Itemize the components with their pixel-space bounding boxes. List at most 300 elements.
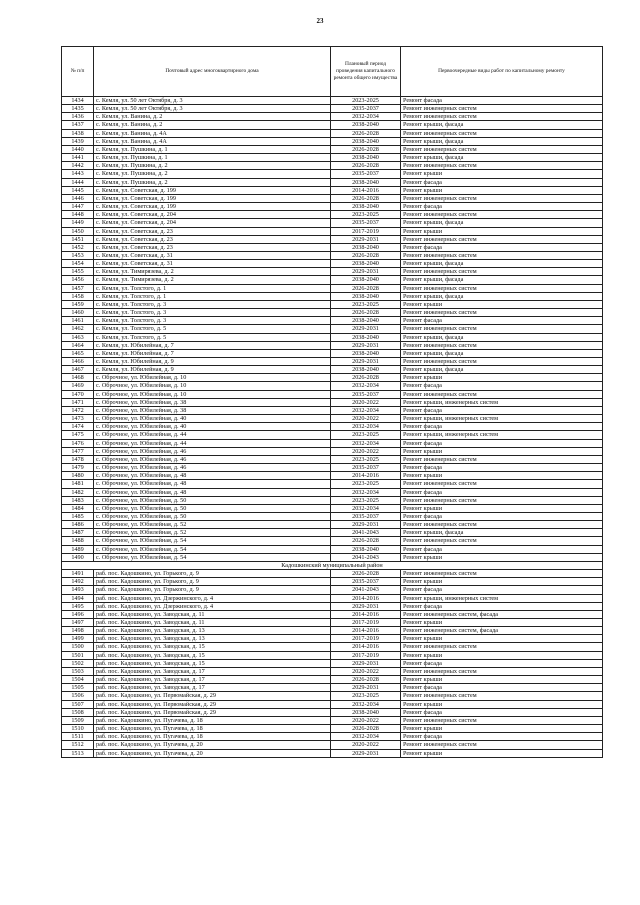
cell-works: Ремонт крыши, фасада	[401, 333, 603, 341]
cell-period: 2032-2034	[331, 113, 401, 121]
section-row	[62, 561, 603, 569]
cell-works: Ремонт инженерных систем	[401, 145, 603, 153]
cell-address: раб. пос. Кадошкино, ул. Заводская, д. 17	[94, 667, 331, 675]
cell-works: Ремонт инженерных систем	[401, 235, 603, 243]
table-row	[62, 113, 603, 121]
cell-num: 1441	[62, 154, 94, 162]
cell-period: 2014-2016	[331, 610, 401, 618]
table-row	[62, 268, 603, 276]
cell-address: раб. пос. Кадошкино, ул. Первомайская, д. 29	[94, 708, 331, 716]
cell-period: 2038-2040	[331, 121, 401, 129]
cell-num: 1453	[62, 251, 94, 259]
cell-period: 2014-2016	[331, 594, 401, 602]
cell-num: 1493	[62, 586, 94, 594]
cell-period: 2023-2025	[331, 300, 401, 308]
cell-num: 1478	[62, 455, 94, 463]
cell-period: 2032-2034	[331, 733, 401, 741]
table-row	[62, 635, 603, 643]
cell-period: 2038-2040	[331, 317, 401, 325]
cell-address: с. Оброчное, ул. Юбилейная, д. 10	[94, 374, 331, 382]
table-row	[62, 333, 603, 341]
cell-num: 1495	[62, 602, 94, 610]
cell-num: 1484	[62, 504, 94, 512]
cell-period: 2017-2019	[331, 619, 401, 627]
cell-num: 1508	[62, 708, 94, 716]
table-row	[62, 529, 603, 537]
cell-address: раб. пос. Кадошкино, ул. Заводская, д. 15	[94, 659, 331, 667]
cell-period: 2032-2034	[331, 406, 401, 414]
cell-address: раб. пос. Кадошкино, ул. Пугачева, д. 18	[94, 716, 331, 724]
cell-period: 2026-2028	[331, 284, 401, 292]
cell-num: 1497	[62, 619, 94, 627]
section-title: Кадошкинский муниципальный район	[62, 561, 603, 569]
cell-address: с. Кемля, ул. 50 лет Октября, д. 3	[94, 105, 331, 113]
cell-works: Ремонт инженерных систем	[401, 341, 603, 349]
table-row	[62, 390, 603, 398]
table-row	[62, 260, 603, 268]
repair-schedule-table	[61, 46, 603, 758]
cell-works: Ремонт крыши	[401, 447, 603, 455]
cell-address: с. Кемля, ул. Юбилейная, д. 9	[94, 366, 331, 374]
cell-works: Ремонт крыши	[401, 170, 603, 178]
cell-address: раб. пос. Кадошкино, ул. Первомайская, д. 29	[94, 700, 331, 708]
cell-works: Ремонт инженерных систем	[401, 113, 603, 121]
cell-works: Ремонт инженерных систем	[401, 194, 603, 202]
cell-num: 1461	[62, 317, 94, 325]
cell-num: 1450	[62, 227, 94, 235]
table-row	[62, 366, 603, 374]
cell-works: Ремонт крыши, фасада	[401, 219, 603, 227]
cell-address: раб. пос. Кадошкино, ул. Пугачева, д. 18	[94, 733, 331, 741]
table-row	[62, 496, 603, 504]
cell-works: Ремонт фасада	[401, 423, 603, 431]
cell-num: 1467	[62, 366, 94, 374]
cell-period: 2023-2025	[331, 692, 401, 700]
cell-address: раб. пос. Кадошкино, ул. Дзержинского, д. 4	[94, 594, 331, 602]
cell-address: с. Оброчное, ул. Юбилейная, д. 54	[94, 545, 331, 553]
table-row	[62, 203, 603, 211]
table-row	[62, 325, 603, 333]
cell-works: Ремонт крыши, фасада	[401, 292, 603, 300]
cell-period: 2023-2025	[331, 211, 401, 219]
cell-period: 2038-2040	[331, 276, 401, 284]
cell-period: 2035-2037	[331, 105, 401, 113]
cell-works: Ремонт фасада	[401, 203, 603, 211]
table-row	[62, 455, 603, 463]
cell-works: Ремонт инженерных систем	[401, 284, 603, 292]
cell-works: Ремонт фасада	[401, 708, 603, 716]
table-row	[62, 439, 603, 447]
cell-address: с. Кемля, ул. Тимирязева, д. 2	[94, 268, 331, 276]
table-row	[62, 602, 603, 610]
table-row	[62, 374, 603, 382]
cell-works: Ремонт крыши	[401, 186, 603, 194]
table-row	[62, 480, 603, 488]
cell-address: с. Кемля, ул. Толстого, д. 1	[94, 292, 331, 300]
cell-works: Ремонт инженерных систем	[401, 537, 603, 545]
cell-period: 2014-2016	[331, 186, 401, 194]
cell-period: 2026-2028	[331, 309, 401, 317]
cell-period: 2029-2031	[331, 684, 401, 692]
cell-works: Ремонт инженерных систем	[401, 643, 603, 651]
cell-works: Ремонт крыши, фасада	[401, 260, 603, 268]
cell-num: 1511	[62, 733, 94, 741]
cell-works: Ремонт фасада	[401, 317, 603, 325]
cell-num: 1434	[62, 97, 94, 105]
cell-address: с. Оброчное, ул. Юбилейная, д. 48	[94, 480, 331, 488]
cell-address: с. Оброчное, ул. Юбилейная, д. 44	[94, 431, 331, 439]
cell-num: 1438	[62, 129, 94, 137]
cell-num: 1446	[62, 194, 94, 202]
cell-num: 1489	[62, 545, 94, 553]
table-row	[62, 243, 603, 251]
cell-address: с. Оброчное, ул. Юбилейная, д. 40	[94, 423, 331, 431]
cell-period: 2038-2040	[331, 333, 401, 341]
cell-address: с. Кемля, ул. Советская, д. 199	[94, 186, 331, 194]
cell-address: с. Оброчное, ул. Юбилейная, д. 38	[94, 406, 331, 414]
cell-num: 1463	[62, 333, 94, 341]
cell-num: 1436	[62, 113, 94, 121]
cell-address: с. Кемля, ул. Ванина, д. 2	[94, 113, 331, 121]
table-row	[62, 725, 603, 733]
table-row	[62, 659, 603, 667]
cell-num: 1452	[62, 243, 94, 251]
cell-works: Ремонт фасада	[401, 733, 603, 741]
cell-period: 2029-2031	[331, 325, 401, 333]
cell-period: 2026-2028	[331, 129, 401, 137]
table-row	[62, 537, 603, 545]
cell-works: Ремонт крыши	[401, 619, 603, 627]
table-row	[62, 488, 603, 496]
table-row	[62, 570, 603, 578]
table-row	[62, 676, 603, 684]
table-row	[62, 716, 603, 724]
cell-works: Ремонт инженерных систем	[401, 358, 603, 366]
table-header	[62, 47, 603, 97]
table-row	[62, 512, 603, 520]
table-row	[62, 627, 603, 635]
cell-period: 2023-2025	[331, 431, 401, 439]
cell-num: 1443	[62, 170, 94, 178]
cell-address: раб. пос. Кадошкино, ул. Заводская, д. 13	[94, 635, 331, 643]
cell-address: с. Оброчное, ул. Юбилейная, д. 10	[94, 390, 331, 398]
cell-num: 1468	[62, 374, 94, 382]
cell-works: Ремонт инженерных систем	[401, 455, 603, 463]
cell-num: 1490	[62, 553, 94, 561]
table-row	[62, 162, 603, 170]
cell-address: с. Оброчное, ул. Юбилейная, д. 54	[94, 553, 331, 561]
cell-num: 1469	[62, 382, 94, 390]
table-row	[62, 415, 603, 423]
cell-period: 2020-2022	[331, 741, 401, 749]
cell-address: с. Оброчное, ул. Юбилейная, д. 38	[94, 398, 331, 406]
table-row	[62, 219, 603, 227]
cell-num: 1442	[62, 162, 94, 170]
cell-num: 1501	[62, 651, 94, 659]
cell-works: Ремонт крыши, фасада	[401, 121, 603, 129]
cell-address: с. Кемля, ул. Толстого, д. 3	[94, 317, 331, 325]
table-row	[62, 504, 603, 512]
cell-num: 1458	[62, 292, 94, 300]
table-row	[62, 545, 603, 553]
cell-period: 2023-2025	[331, 496, 401, 504]
table-row	[62, 137, 603, 145]
table-row	[62, 423, 603, 431]
cell-address: раб. пос. Кадошкино, ул. Заводская, д. 11	[94, 610, 331, 618]
cell-period: 2041-2043	[331, 529, 401, 537]
cell-num: 1509	[62, 716, 94, 724]
cell-num: 1439	[62, 137, 94, 145]
cell-period: 2029-2031	[331, 521, 401, 529]
cell-period: 2029-2031	[331, 235, 401, 243]
cell-address: с. Кемля, ул. Советская, д. 23	[94, 243, 331, 251]
table-row	[62, 121, 603, 129]
header-address: Почтовый адрес многоквартирного дома	[94, 47, 331, 97]
cell-num: 1479	[62, 464, 94, 472]
table-row	[62, 684, 603, 692]
table-row	[62, 733, 603, 741]
cell-address: с. Кемля, ул. 50 лет Октября, д. 3	[94, 97, 331, 105]
table-row	[62, 251, 603, 259]
table-row	[62, 521, 603, 529]
cell-period: 2038-2040	[331, 366, 401, 374]
cell-num: 1444	[62, 178, 94, 186]
table-row	[62, 651, 603, 659]
cell-period: 2029-2031	[331, 268, 401, 276]
cell-works: Ремонт крыши, фасада	[401, 529, 603, 537]
cell-address: с. Кемля, ул. Советская, д. 204	[94, 219, 331, 227]
cell-num: 1513	[62, 749, 94, 757]
cell-num: 1512	[62, 741, 94, 749]
cell-period: 2026-2028	[331, 537, 401, 545]
cell-period: 2038-2040	[331, 203, 401, 211]
cell-period: 2029-2031	[331, 358, 401, 366]
table-row	[62, 235, 603, 243]
cell-address: с. Кемля, ул. Советская, д. 31	[94, 251, 331, 259]
cell-period: 2029-2031	[331, 602, 401, 610]
table-row	[62, 406, 603, 414]
cell-period: 2026-2028	[331, 570, 401, 578]
cell-period: 2035-2037	[331, 512, 401, 520]
cell-works: Ремонт фасада	[401, 602, 603, 610]
cell-period: 2014-2016	[331, 627, 401, 635]
table-row	[62, 129, 603, 137]
cell-num: 1457	[62, 284, 94, 292]
cell-works: Ремонт крыши	[401, 700, 603, 708]
cell-num: 1504	[62, 676, 94, 684]
cell-period: 2017-2019	[331, 227, 401, 235]
cell-num: 1502	[62, 659, 94, 667]
table-body	[62, 97, 603, 758]
cell-num: 1481	[62, 480, 94, 488]
cell-address: с. Кемля, ул. Толстого, д. 5	[94, 333, 331, 341]
cell-address: с. Оброчное, ул. Юбилейная, д. 10	[94, 382, 331, 390]
cell-address: раб. пос. Кадошкино, ул. Пугачева, д. 18	[94, 725, 331, 733]
table-row	[62, 464, 603, 472]
cell-num: 1483	[62, 496, 94, 504]
header-works: Первоочередные виды работ по капитальному ремонту	[401, 47, 603, 97]
cell-works: Ремонт инженерных систем	[401, 570, 603, 578]
cell-works: Ремонт инженерных систем	[401, 105, 603, 113]
cell-address: с. Оброчное, ул. Юбилейная, д. 46	[94, 447, 331, 455]
table-row	[62, 341, 603, 349]
table-row	[62, 472, 603, 480]
cell-num: 1456	[62, 276, 94, 284]
table-row	[62, 227, 603, 235]
cell-works: Ремонт инженерных систем	[401, 251, 603, 259]
cell-works: Ремонт крыши, инженерных систем	[401, 398, 603, 406]
cell-works: Ремонт фасада	[401, 178, 603, 186]
cell-works: Ремонт инженерных систем, фасада	[401, 627, 603, 635]
cell-num: 1488	[62, 537, 94, 545]
cell-address: с. Оброчное, ул. Юбилейная, д. 54	[94, 537, 331, 545]
cell-num: 1476	[62, 439, 94, 447]
cell-num: 1496	[62, 610, 94, 618]
cell-works: Ремонт фасада	[401, 684, 603, 692]
cell-num: 1471	[62, 398, 94, 406]
cell-period: 2026-2028	[331, 676, 401, 684]
cell-num: 1460	[62, 309, 94, 317]
cell-works: Ремонт инженерных систем	[401, 390, 603, 398]
cell-works: Ремонт крыши	[401, 651, 603, 659]
cell-period: 2038-2040	[331, 137, 401, 145]
cell-address: раб. пос. Кадошкино, ул. Заводская, д. 13	[94, 627, 331, 635]
cell-works: Ремонт крыши	[401, 578, 603, 586]
cell-works: Ремонт крыши, фасада	[401, 137, 603, 145]
cell-address: с. Кемля, ул. Советская, д. 204	[94, 211, 331, 219]
cell-period: 2038-2040	[331, 154, 401, 162]
table-row	[62, 317, 603, 325]
cell-address: с. Кемля, ул. Пушкина, д. 1	[94, 154, 331, 162]
cell-address: с. Кемля, ул. Толстого, д. 3	[94, 300, 331, 308]
cell-num: 1474	[62, 423, 94, 431]
cell-num: 1477	[62, 447, 94, 455]
cell-num: 1465	[62, 349, 94, 357]
table-row	[62, 619, 603, 627]
cell-address: раб. пос. Кадошкино, ул. Заводская, д. 17	[94, 684, 331, 692]
cell-works: Ремонт инженерных систем	[401, 741, 603, 749]
cell-period: 2038-2040	[331, 349, 401, 357]
cell-num: 1440	[62, 145, 94, 153]
cell-num: 1487	[62, 529, 94, 537]
cell-works: Ремонт фасада	[401, 512, 603, 520]
table-row	[62, 284, 603, 292]
cell-period: 2035-2037	[331, 464, 401, 472]
cell-period: 2041-2043	[331, 553, 401, 561]
cell-address: с. Кемля, ул. Толстого, д. 1	[94, 284, 331, 292]
cell-works: Ремонт инженерных систем	[401, 667, 603, 675]
cell-address: с. Кемля, ул. Пушкина, д. 2	[94, 170, 331, 178]
cell-num: 1494	[62, 594, 94, 602]
cell-num: 1491	[62, 570, 94, 578]
cell-works: Ремонт фасада	[401, 488, 603, 496]
cell-num: 1445	[62, 186, 94, 194]
cell-works: Ремонт инженерных систем	[401, 692, 603, 700]
cell-address: раб. пос. Кадошкино, ул. Первомайская, д. 29	[94, 692, 331, 700]
header-period: Плановый период проведения капитального ремонта общего имущества	[331, 47, 401, 97]
cell-period: 2032-2034	[331, 439, 401, 447]
cell-num: 1482	[62, 488, 94, 496]
cell-works: Ремонт крыши	[401, 725, 603, 733]
cell-period: 2026-2028	[331, 145, 401, 153]
cell-works: Ремонт крыши	[401, 635, 603, 643]
cell-works: Ремонт крыши, фасада	[401, 154, 603, 162]
cell-period: 2038-2040	[331, 260, 401, 268]
cell-period: 2020-2022	[331, 716, 401, 724]
table-row	[62, 170, 603, 178]
cell-num: 1437	[62, 121, 94, 129]
cell-num: 1459	[62, 300, 94, 308]
table-row	[62, 309, 603, 317]
cell-num: 1454	[62, 260, 94, 268]
table-row	[62, 667, 603, 675]
table-row	[62, 186, 603, 194]
table-row	[62, 398, 603, 406]
cell-address: раб. пос. Кадошкино, ул. Горького, д. 9	[94, 570, 331, 578]
table-row	[62, 708, 603, 716]
table-row	[62, 276, 603, 284]
cell-period: 2026-2028	[331, 251, 401, 259]
cell-num: 1473	[62, 415, 94, 423]
table-row	[62, 178, 603, 186]
cell-period: 2023-2025	[331, 455, 401, 463]
cell-works: Ремонт инженерных систем	[401, 480, 603, 488]
cell-num: 1492	[62, 578, 94, 586]
cell-address: с. Кемля, ул. Советская, д. 23	[94, 235, 331, 243]
cell-works: Ремонт фасада	[401, 659, 603, 667]
cell-period: 2035-2037	[331, 170, 401, 178]
cell-works: Ремонт инженерных систем	[401, 716, 603, 724]
cell-works: Ремонт крыши	[401, 472, 603, 480]
cell-period: 2038-2040	[331, 243, 401, 251]
cell-address: с. Оброчное, ул. Юбилейная, д. 40	[94, 415, 331, 423]
cell-address: раб. пос. Кадошкино, ул. Дзержинского, д. 4	[94, 602, 331, 610]
cell-works: Ремонт инженерных систем	[401, 325, 603, 333]
cell-period: 2038-2040	[331, 292, 401, 300]
cell-period: 2032-2034	[331, 382, 401, 390]
table-row	[62, 643, 603, 651]
cell-period: 2017-2019	[331, 651, 401, 659]
cell-address: с. Кемля, ул. Пушкина, д. 2	[94, 178, 331, 186]
cell-num: 1472	[62, 406, 94, 414]
cell-period: 2026-2028	[331, 725, 401, 733]
cell-period: 2014-2016	[331, 643, 401, 651]
cell-num: 1435	[62, 105, 94, 113]
cell-period: 2029-2031	[331, 659, 401, 667]
cell-period: 2026-2028	[331, 194, 401, 202]
table-row	[62, 194, 603, 202]
cell-num: 1447	[62, 203, 94, 211]
cell-works: Ремонт фасада	[401, 464, 603, 472]
cell-num: 1466	[62, 358, 94, 366]
cell-works: Ремонт крыши, инженерных систем	[401, 594, 603, 602]
cell-address: раб. пос. Кадошкино, ул. Горького, д. 9	[94, 578, 331, 586]
table-row	[62, 300, 603, 308]
cell-works: Ремонт крыши, инженерных систем	[401, 415, 603, 423]
cell-address: с. Оброчное, ул. Юбилейная, д. 50	[94, 496, 331, 504]
cell-address: раб. пос. Кадошкино, ул. Пугачева, д. 20	[94, 749, 331, 757]
cell-address: с. Кемля, ул. Пушкина, д. 2	[94, 162, 331, 170]
cell-address: раб. пос. Кадошкино, ул. Заводская, д. 11	[94, 619, 331, 627]
cell-works: Ремонт крыши, фасада	[401, 366, 603, 374]
cell-num: 1486	[62, 521, 94, 529]
cell-address: с. Кемля, ул. Советская, д. 31	[94, 260, 331, 268]
cell-works: Ремонт инженерных систем	[401, 211, 603, 219]
cell-address: с. Кемля, ул. Тимирязева, д. 2	[94, 276, 331, 284]
cell-works: Ремонт крыши, фасада	[401, 276, 603, 284]
table-row	[62, 358, 603, 366]
table-row	[62, 154, 603, 162]
